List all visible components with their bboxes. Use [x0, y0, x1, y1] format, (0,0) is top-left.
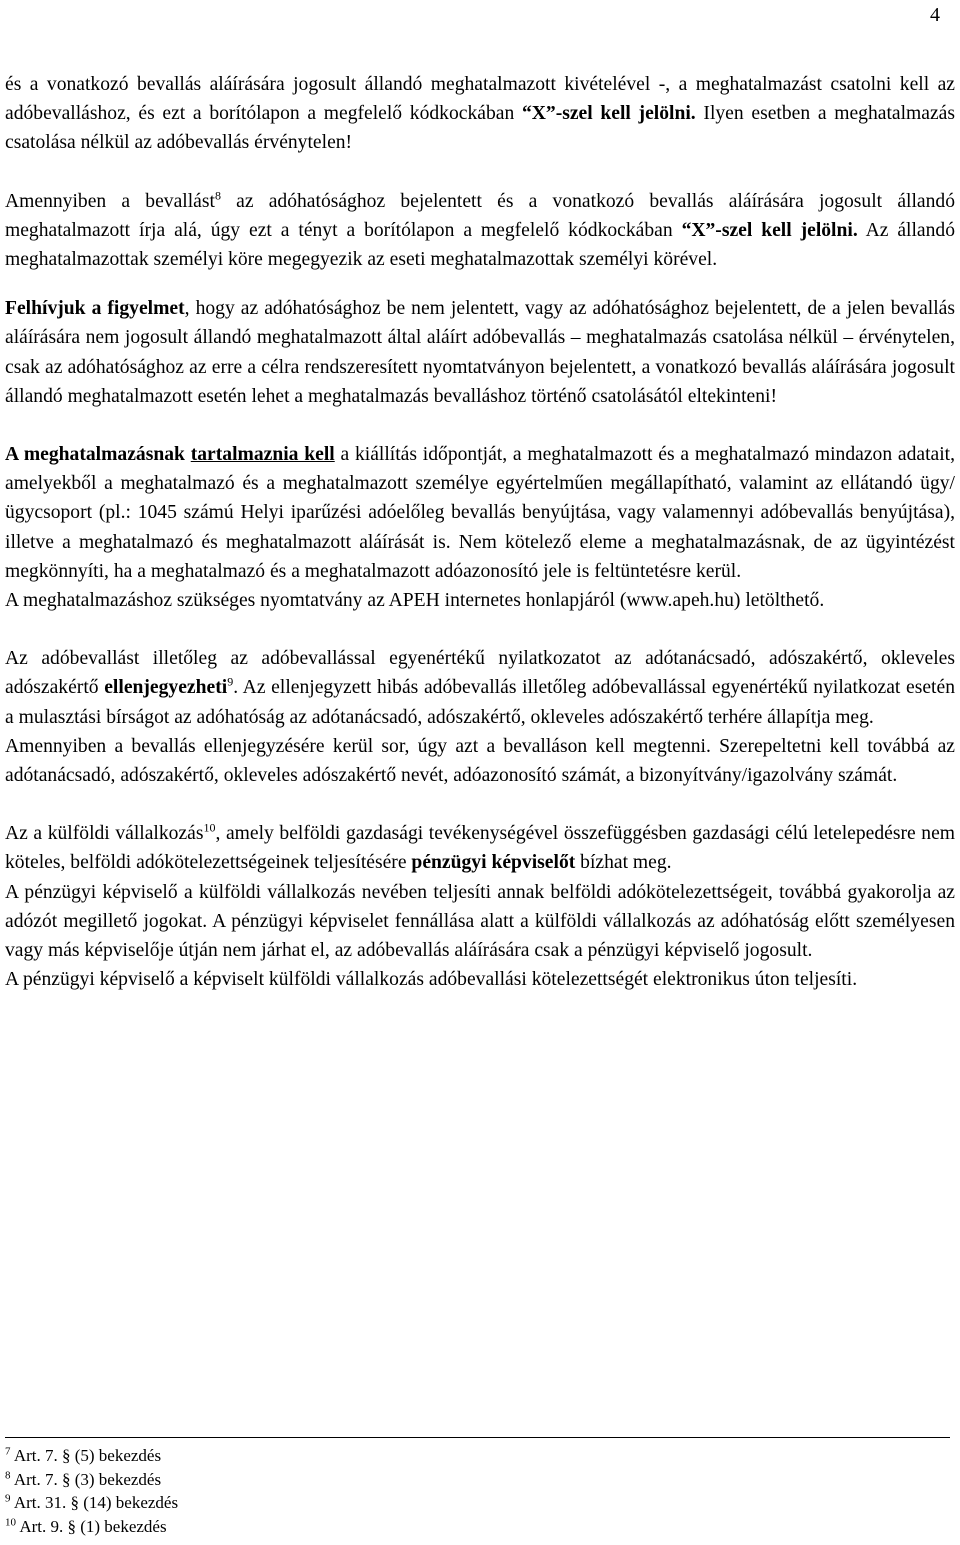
footnote-item — [5, 1491, 178, 1515]
text-run: a kiállítás időpontját, a meghatalmazott és a meghatalmazó mindazon adatait, amelyekből a meghatalmazó és a meghatalmazott személye egyértelműen megállapítható, valamint az ellátandó ügy/ügycsoport (pl.: 1045 számú Helyi iparűzési adóelőleg bevallás benyújtása, vagy valamennyi adóbevallás benyújtása), illetve a meghatalmazó és meghatalmazott aláírását is. Nem kötelező eleme a meghatalmazásnak, de az ügyintézést megkönnyíti, ha a meghatalmazó és a meghatalmazott adóazonosító jele is feltüntetésre kerül. — [5, 444, 955, 582]
text-run: Amennyiben a bevallást — [5, 190, 215, 212]
footnote-divider — [5, 1437, 950, 1438]
underlined-bold-text: tartalmaznia kell — [190, 444, 335, 466]
bold-text: pénzügyi képviselőt — [411, 852, 576, 874]
footnote-ref: 9 — [227, 674, 234, 689]
bold-text: “X”-szel kell jelölni. — [681, 219, 858, 241]
paragraph-form-download: A meghatalmazáshoz szükséges nyomtatvány az APEH internetes honlapjáról (www.apeh.hu) letölthető. — [5, 590, 825, 612]
text-run: Ilyen esetben a meghatalmazás csatolása nélkül az adóbevallás érvénytelen! — [5, 103, 955, 154]
paragraph-countersign-details: Amennyiben a bevallás ellenjegyzésére kerül sor, úgy azt a bevalláson kell megtenni. Szerepeltetni kell továbbá az adótanácsadó, adószakértő, okleveles adószakértő nevét, adóazonosító számát, a bizonyítvány/igazolvány számát. — [5, 735, 955, 787]
paragraph-electronic: A pénzügyi képviselő a képviselt külföldi vállalkozás adóbevallási kötelezettségét elektronikus úton teljesíti. — [5, 969, 858, 991]
text-run: Az a külföldi vállalkozás — [5, 823, 204, 845]
page-number: 4 — [930, 4, 940, 26]
footnote-text: Art. 9. § (1) bekezdés — [19, 1516, 167, 1536]
footnote-item — [5, 1468, 178, 1492]
text-run: . Az ellenjegyzett hibás adóbevallás illetőleg adóbevallással egyenértékű nyilatkozat esetén a mulasztási bírságot az adóhatóság az adótanácsadó, adószakértő, okleveles adószakértő terhére állapítja meg. — [5, 677, 955, 728]
footnote-ref: 10 — [203, 820, 216, 835]
text-run: az adóhatósághoz bejelentett és a vonatkozó bevallás aláírására jogosult állandó meghatalmazott írja alá, úgy ezt a tényt a borítólapon a megfelelő kódkockában — [5, 190, 955, 241]
paragraph-financial-rep: A pénzügyi képviselő a külföldi vállalkozás nevében teljesíti annak belföldi adókötelezettségeit, továbbá gyakorolja az adózót megillető jogokat. A pénzügyi képviselet fennállása alatt a külföldi vállalkozás az adóhatóság előtt személyesen vagy más képviselője útján nem járhat el, az adóbevallás aláírására csak a pénzügyi képviselő jogosult. — [5, 881, 955, 962]
bold-text: “X”-szel kell jelölni. — [521, 103, 696, 125]
footnote-ref: 8 — [214, 188, 221, 203]
paragraph-countersign — [5, 644, 955, 732]
text-run: és a vonatkozó bevallás aláírására jogosult állandó meghatalmazott kivételével -, a meghatalmazást csatolni kell az adóbevalláshoz, és ezt a borítólapon a megfelelő kódkockában — [5, 74, 955, 125]
footnote-text: Art. 31. § (14) bekezdés — [13, 1493, 179, 1512]
paragraph-attention — [5, 294, 955, 411]
bold-text: A meghatalmazásnak — [5, 444, 185, 466]
paragraph-signature-proxy — [5, 70, 955, 158]
paragraph-proxy-contents — [5, 440, 955, 586]
footnote-item — [5, 1515, 178, 1539]
footnote-item — [5, 1444, 178, 1468]
footnote-number: 9 — [5, 1492, 11, 1505]
text-run: Az adóbevallást illetőleg az adóbevallással egyenértékű nyilatkozatot az adótanácsadó, adószakértő, okleveles adószakértő — [5, 648, 955, 699]
document-body — [5, 70, 955, 994]
text-run: bízhat meg. — [575, 852, 672, 874]
text-run: , amely belföldi gazdasági tevékenységével összefüggésben gazdasági célú letelepedésre nem köteles, belföldi adókötelezettségeinek teljesítésére — [5, 823, 956, 874]
paragraph-permanent-proxy — [5, 187, 955, 275]
footnotes — [5, 1444, 178, 1538]
bold-text: ellenjegyezheti — [104, 677, 228, 699]
footnote-number: 10 — [5, 1515, 16, 1528]
footnote-number: 7 — [5, 1445, 11, 1458]
text-run: Az állandó meghatalmazottak személyi köre megegyezik az eseti meghatalmazottak személyi körével. — [5, 219, 956, 271]
footnote-number: 8 — [5, 1468, 11, 1481]
paragraph-foreign-enterprise — [5, 819, 955, 877]
footnote-text: Art. 7. § (3) bekezdés — [13, 1469, 162, 1489]
bold-text: Felhívjuk a figyelmet — [5, 298, 185, 320]
footnote-text: Art. 7. § (5) bekezdés — [13, 1446, 162, 1465]
text-run: , hogy az adóhatósághoz be nem jelentett, vagy az adóhatósághoz bejelentett, de a jelen bevallás aláírására nem jogosult állandó meghatalmazott által aláírt adóbevallás – meghatalmazás csatolása nélkül – érvénytelen, csak az adóhatósághoz az erre a célra rendszeresített nyomtatványon bejelentett, a vonatkozó bevallás aláírására jogosult állandó meghatalmazott esetén lehet a meghatalmazás bevalláshoz történő csatolásától eltekinteni! — [5, 298, 955, 407]
